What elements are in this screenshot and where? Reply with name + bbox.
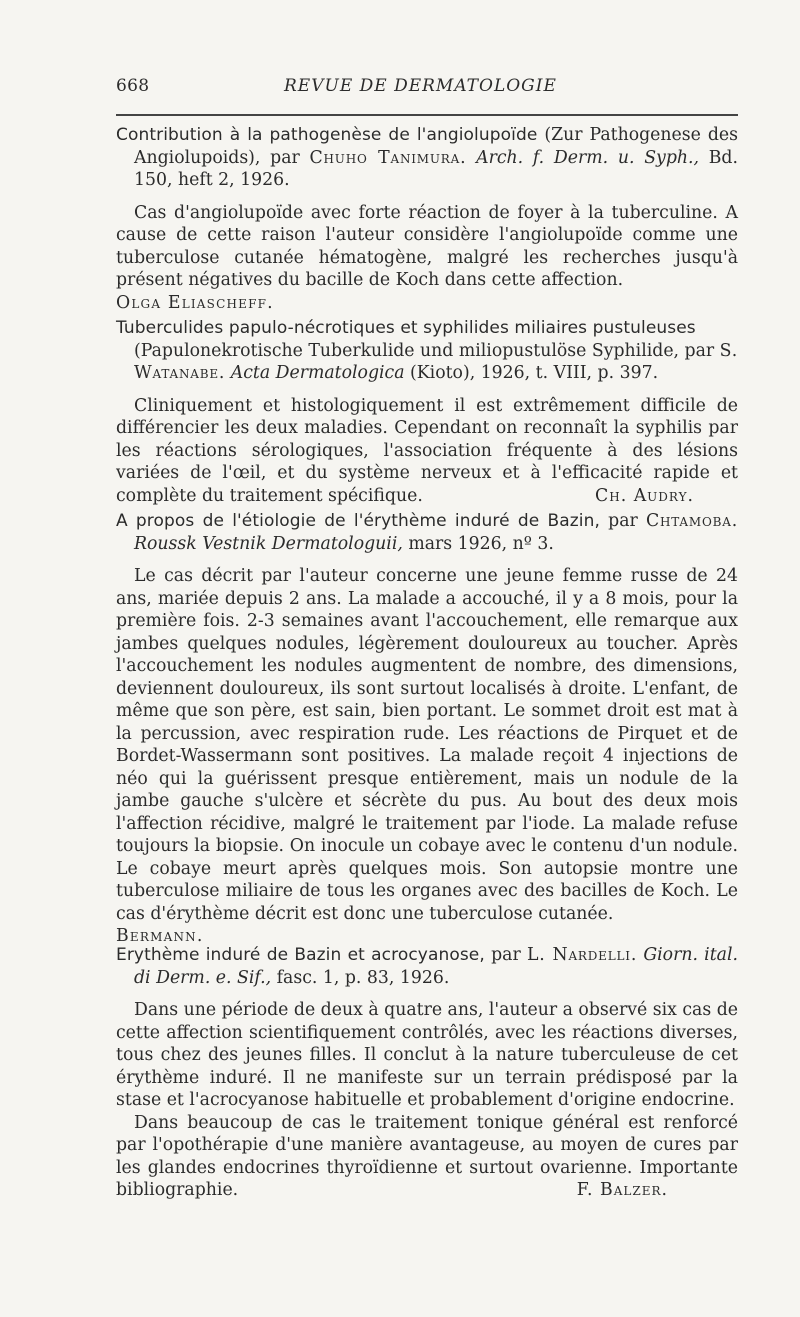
article-title: Contribution à la pathogenèse de l'angiolupoïde	[116, 125, 538, 145]
article-author: S. Watanabe.	[134, 340, 738, 383]
article	[116, 124, 738, 314]
article-author: Chuho Tanimura.	[309, 147, 467, 168]
reference-prefix: par	[491, 945, 521, 965]
reference-prefix: (Papulonekrotische Tuberkulide und miliopustulöse Syphilide, par	[134, 340, 715, 361]
article	[116, 944, 738, 1202]
article-body-continued	[116, 1112, 738, 1202]
article-body: Dans une période de deux à quatre ans, l'auteur a observé six cas de cette affection scientifiquement contrôlés, avec les réactions diverses, tous chez des jeunes filles. Il conclut à la nature tuberculeuse de cet érythème induré. Il ne manifeste sur un terrain prédisposé par la stase et l'acrocyanose habituelle et probablement d'origine endocrine.	[116, 1000, 738, 1110]
source-journal: Roussk Vestnik Dermatologuii,	[134, 533, 403, 554]
source-journal: Arch. f. Derm. u. Syph.,	[476, 147, 699, 168]
article-body: Cas d'angiolupoïde avec forte réaction de foyer à la tuberculine. A cause de cette raison l'auteur considère l'angiolupoïde comme une tuberculose cutanée hématogène, malgré les recherches jusqu'à présent négatives du bacille de Koch dans cette affection.	[116, 202, 738, 290]
article-body-text: Dans beaucoup de cas le traitement tonique général est renforcé par l'opothérapie d'une manière avantageuse, au moyen de cures par les glandes endocrines thyroïdienne et surtout ovarienne. Importante bibliographie.	[116, 1112, 738, 1200]
article-title: A propos de l'étiologie de l'érythème induré de Bazin,	[116, 511, 600, 531]
article-signature: Olga Eliascheff.	[116, 292, 274, 313]
article-reference	[116, 317, 738, 385]
article-body: Le cas décrit par l'auteur concerne une jeune femme russe de 24 ans, mariée depuis 2 ans. La malade a accouché, il y a 8 mois, pour la première fois. 2-3 semaines avant l'accouchement, elle remarque aux jambes quelques nodules, légèrement douloureux au toucher. Après l'accouchement les nodules augmentent de nombre, des dimensions, deviennent douloureux, ils sont surtout localisés à droite. L'enfant, de même que son père, est sain, bien portant. Le sommet droit est mat à la percussion, avec respiration rude. Les réactions de Pirquet et de Bordet-Wassermann sont positives. La malade reçoit 4 injections de néo qui la guérissent presque entièrement, mais un nodule de la jambe gauche s'ulcère et sécrète du pus. Au bout des deux mois l'affection récidive, malgré le traitement par l'iode. La malade refuse toujours la biopsie. On inocule un cobaye avec le contenu d'un nodule. Le cobaye meurt après quelques mois. Son autopsie montre une tuberculose miliaire de tous les organes avec des bacilles de Koch. Le cas d'érythème décrit est donc une tuberculose cutanée.	[116, 566, 738, 924]
page-number: 668	[116, 76, 150, 96]
reference-suffix: Bd. 150, heft 2, 1926.	[134, 147, 738, 190]
article-signature: F. Balzer.	[576, 1180, 668, 1200]
article-body-text: Cliniquement et histologiquement il est extrêmement difficile de différencier les deux maladies. Cependant on reconnaît la syphilis par les réactions sérologiques, l'association fréquente à des lésions variées de l'œil, et du système nerveux et à l'efficacité rapide et complète du traitement spécifique.	[116, 395, 738, 506]
article-reference	[116, 124, 738, 192]
reference-prefix: par	[608, 511, 638, 531]
article-signature: Ch. Audry.	[595, 485, 694, 506]
article-author: Chtamoba.	[645, 511, 738, 531]
reference-suffix: mars 1926, nº 3.	[408, 533, 554, 554]
reference-prefix: (Zur Pathogenese des Angiolupoids), par	[134, 125, 738, 168]
article	[116, 510, 738, 948]
article-reference	[116, 510, 738, 555]
article	[116, 317, 738, 507]
article-signature: Bermann.	[116, 926, 204, 946]
article-title: Tuberculides papulo-nécrotiques et syphilides miliaires pustuleuses	[116, 318, 696, 338]
article-reference	[116, 944, 738, 989]
reference-suffix: fasc. 1, p. 83, 1926.	[276, 967, 450, 988]
source-journal: Acta Dermatologica	[230, 363, 405, 383]
source-journal: Giorn. ital. di Derm. e. Sif.,	[134, 945, 738, 988]
article-author: L. Nardelli.	[526, 945, 638, 965]
running-head	[116, 76, 738, 100]
article-body	[116, 395, 738, 508]
reference-suffix: (Kioto), 1926, t. VIII, p. 397.	[410, 363, 659, 383]
header-rule	[116, 114, 738, 116]
journal-title: REVUE DE DERMATOLOGIE	[284, 76, 557, 96]
article-title: Erythème induré de Bazin et acrocyanose,	[116, 945, 485, 965]
